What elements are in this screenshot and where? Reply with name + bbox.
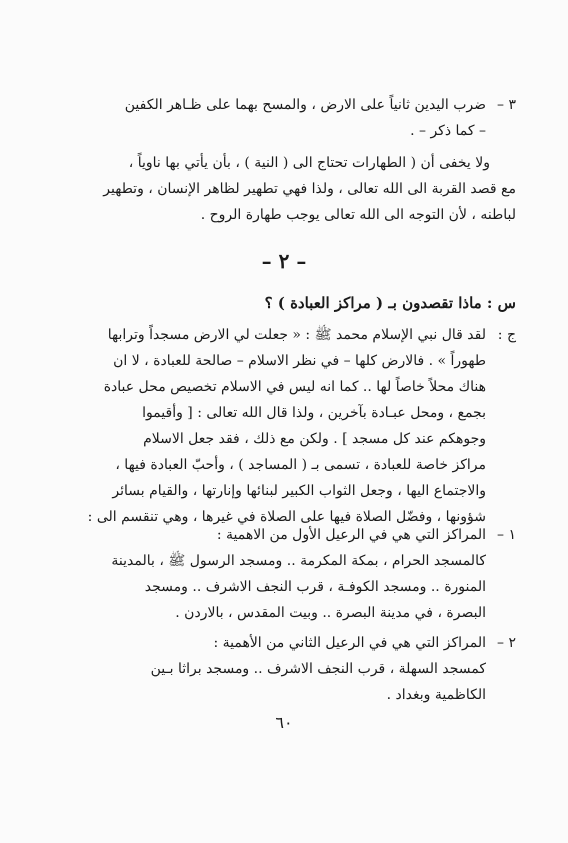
answer-line: هناك محلاً خاصاً لها .. كما انه ليس في الاسلام تخصيص محل عبادة — [103, 379, 486, 395]
intro-line: لباطنه ، لأن التوجه الى الله تعالى يوجب طهارة الروح . — [200, 207, 516, 223]
rank-2-block — [50, 630, 486, 708]
rank-2-line: الكاظمية وبغداد . — [386, 687, 486, 703]
answer-line: وجوهكم عند كل مسجد ] . ولكن مع ذلك ، فقد جعل الاسلام — [143, 431, 486, 447]
item-3-line: ضرب اليدين ثانياً على الارض ، والمسح بهما على ظـاهر الكفين — [124, 97, 486, 113]
answer-line: بجمع ، ومحل عبـادة بآخرين ، ولذا قال الله تعالى : [ وأقيموا — [142, 405, 486, 421]
answer-line: شؤونها ، وفضّل الصلاة فيها على الصلاة في غيرها ، وهي تنقسم الى : — [87, 509, 486, 525]
answer-line: طهوراً » . فالارض كلها – في نظر الاسلام – صالحة للعبادة ، لا ان — [113, 353, 486, 369]
rank-1-line: المنورة .. ومسجد الكوفـة ، قرب النجف الاشرف .. ومسجد — [144, 579, 486, 595]
item-3-line: – كما ذكر – . — [410, 123, 486, 139]
question-heading: س : ماذا تقصدون بـ ( مراكز العبادة ) ؟ — [264, 294, 516, 312]
rank-1-block — [50, 522, 486, 626]
answer-line: لقد قال نبي الإسلام محمد ﷺ : « جعلت لي الارض مسجداً وترابها — [107, 327, 486, 343]
intro-line: مع قصد القربة الى الله تعالى ، ولذا فهي تطهير لظاهر الإنسان ، وتطهير — [103, 181, 516, 197]
rank-2-line: كمسجد السهلة ، قرب النجف الاشرف .. ومسجد براثا بـين — [150, 661, 486, 677]
intro-line: ولا يخفى أن ( الطهارات تحتاج الى ( النية ) ، بأن يأتي بها ناوياً ، — [128, 155, 490, 171]
section-number: – ٢ – — [261, 249, 307, 273]
rank-2-heading: المراكز التي هي في الرعيل الثاني من الأهمية : — [213, 635, 486, 651]
answer-letter: ج : — [497, 327, 516, 343]
item-3-number: ٣ – — [497, 97, 516, 113]
answer-line: والاجتماع اليها ، وجعل الثواب الكبير لبنائها وإنارتها ، والقيام بسائر — [112, 483, 486, 499]
rank-1-number: ١ – — [497, 527, 516, 543]
rank-1-heading: المراكز التي هي في الرعيل الأول من الاهمية : — [216, 527, 486, 543]
rank-1-line: كالمسجد الحرام ، بمكة المكرمة .. ومسجد الرسول ﷺ ، بالمدينة — [111, 553, 486, 569]
answer-line: مراكز خاصة للعبادة ، تسمى بـ ( المساجد ) ، وأحبّ العبادة فيها ، — [115, 457, 486, 473]
intro-paragraph — [48, 150, 516, 228]
rank-1-line: البصرة ، في مدينة البصرة .. وبيت المقدس ، بالاردن . — [175, 605, 486, 621]
page-number: ٦٠ — [275, 713, 293, 732]
item-3-text — [50, 92, 486, 144]
answer-paragraph — [50, 322, 486, 530]
rank-2-number: ٢ – — [497, 635, 516, 651]
